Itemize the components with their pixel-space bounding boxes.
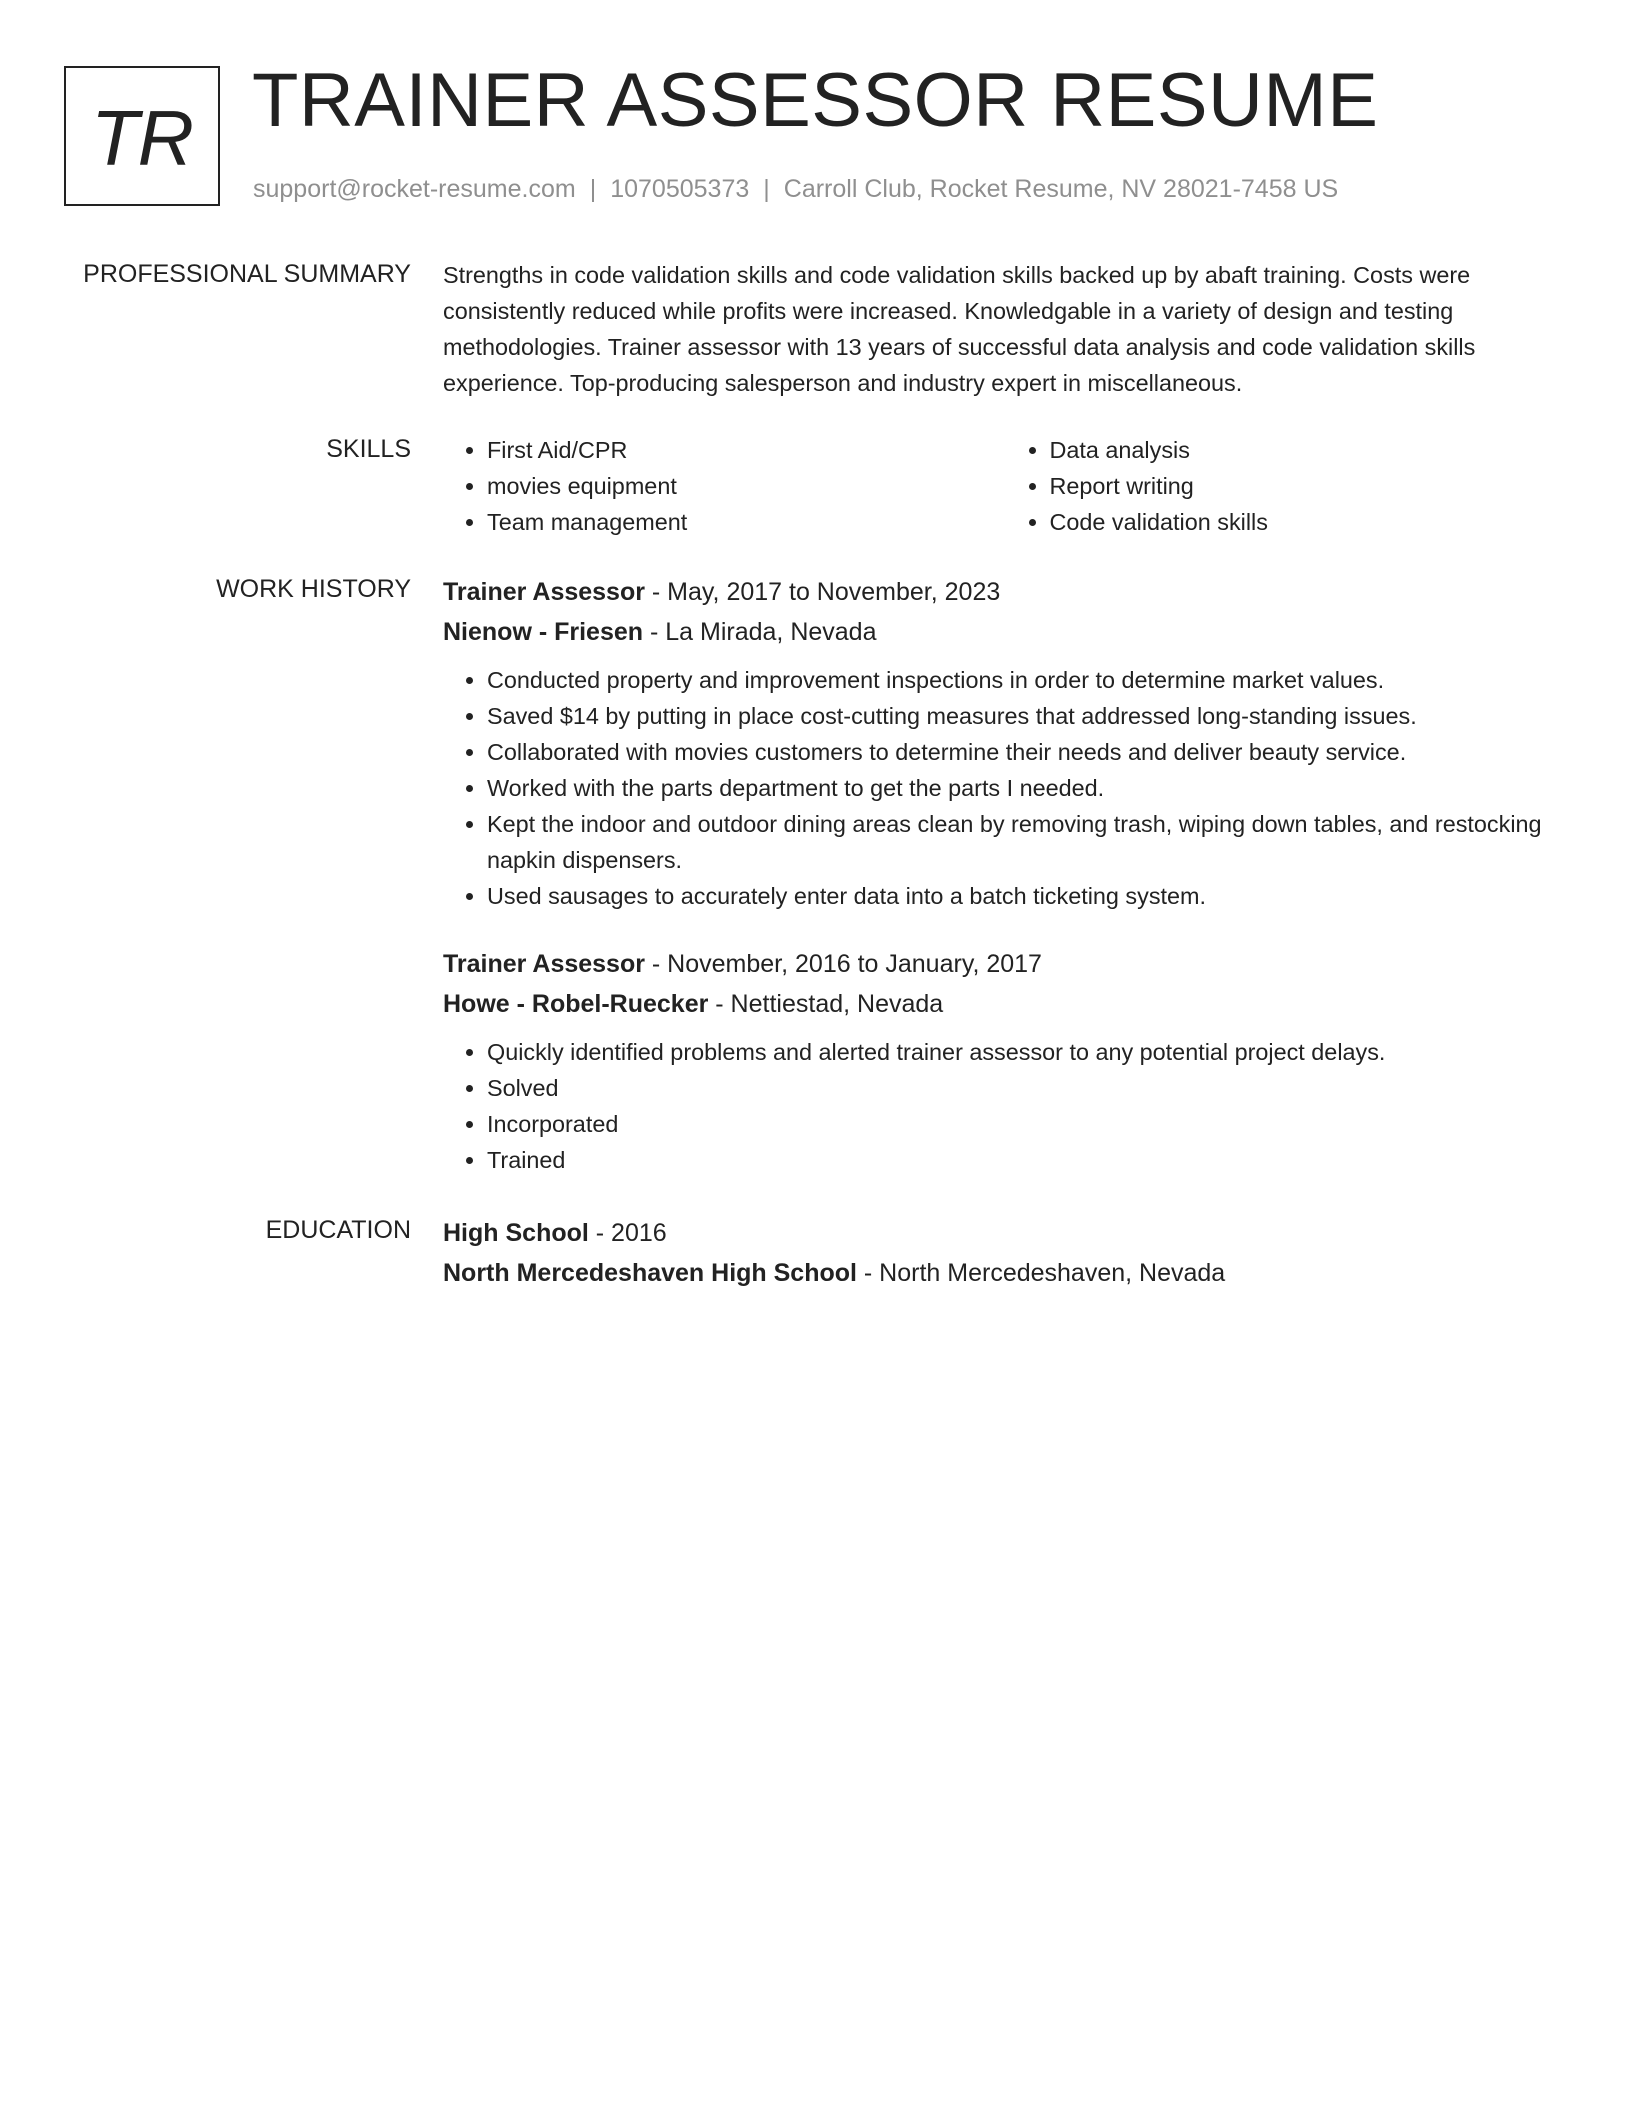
- skill-item: • First Aid/CPR: [487, 432, 1006, 468]
- job-location: - La Mirada, Nevada: [643, 618, 877, 646]
- section-heading-summary: PROFESSIONAL SUMMARY: [83, 260, 411, 288]
- job-bullet: • Incorporated: [487, 1106, 1568, 1142]
- education-degree: High School: [443, 1219, 589, 1247]
- job-entry: [443, 572, 1568, 914]
- monogram-initials: TR: [91, 94, 193, 182]
- work-history-body: [443, 572, 1568, 1178]
- job-bullet: • Used sausages to accurately enter data into a batch ticketing system.: [487, 878, 1568, 914]
- job-dates: - November, 2016 to January, 2017: [644, 950, 1042, 978]
- job-bullet: • Worked with the parts department to get the parts I needed.: [487, 770, 1568, 806]
- section-heading-skills: SKILLS: [326, 435, 411, 463]
- contact-email: support@rocket-resume.com: [253, 175, 576, 203]
- job-bullet: • Solved: [487, 1070, 1568, 1106]
- job-title-line: [443, 944, 1568, 984]
- skills-list-right: [1006, 432, 1569, 540]
- job-title: Trainer Assessor: [443, 578, 645, 606]
- education-degree-line: [443, 1213, 1568, 1253]
- job-bullet: • Quickly identified problems and alerted trainer assessor to any potential project delays.: [487, 1034, 1568, 1070]
- contact-line: [253, 172, 1338, 206]
- job-company-line: [443, 984, 1568, 1024]
- education-body: [443, 1213, 1568, 1293]
- education-year: - 2016: [588, 1219, 667, 1247]
- job-bullet: • Trained: [487, 1142, 1568, 1178]
- skills-list-left: [443, 432, 1006, 540]
- education-school-line: [443, 1253, 1568, 1293]
- resume-title: TRAINER ASSESSOR RESUME: [252, 58, 1379, 143]
- education-location: - North Mercedeshaven, Nevada: [856, 1259, 1226, 1287]
- job-entry: [443, 944, 1568, 1178]
- job-bullet-list: [443, 1034, 1568, 1178]
- job-bullet: • Kept the indoor and outdoor dining areas clean by removing trash, wiping down tables, and restocking napkin dispensers.: [487, 806, 1568, 878]
- contact-separator: |: [589, 175, 597, 203]
- job-bullet-list: [443, 662, 1568, 914]
- skill-item: • Code validation skills: [1050, 504, 1569, 540]
- section-heading-work-history: WORK HISTORY: [216, 575, 411, 603]
- job-title-line: [443, 572, 1568, 612]
- job-dates: - May, 2017 to November, 2023: [644, 578, 1001, 606]
- education-school: North Mercedeshaven High School: [443, 1259, 857, 1287]
- skill-item: • Data analysis: [1050, 432, 1569, 468]
- skills-body: [443, 432, 1568, 540]
- contact-phone: 1070505373: [610, 175, 750, 203]
- skill-item: • Report writing: [1050, 468, 1569, 504]
- job-bullet: • Conducted property and improvement inspections in order to determine market values.: [487, 662, 1568, 698]
- skills-grid: [443, 432, 1568, 540]
- section-heading-education: EDUCATION: [265, 1216, 411, 1244]
- contact-separator: |: [763, 175, 770, 203]
- job-company: Howe - Robel-Ruecker: [443, 990, 709, 1018]
- job-company: Nienow - Friesen: [443, 618, 644, 646]
- job-bullet: • Saved $14 by putting in place cost-cutting measures that addressed long-standing issues.: [487, 698, 1568, 734]
- job-bullet: • Collaborated with movies customers to determine their needs and deliver beauty service.: [487, 734, 1568, 770]
- skill-item: • Team management: [487, 504, 1006, 540]
- job-title: Trainer Assessor: [443, 950, 645, 978]
- monogram-box: [64, 66, 220, 206]
- job-location: - Nettiestad, Nevada: [708, 990, 944, 1018]
- contact-address: Carroll Club, Rocket Resume, NV 28021-7458 US: [783, 175, 1339, 203]
- summary-text: Strengths in code validation skills and code validation skills backed up by abaft training. Costs were consistently reduced while profits were increased. Knowledgable in a variety of design and testing methodologies. Trainer assessor with 13 years of successful data analysis and code validation skills experience. Top-producing salesperson and industry expert in miscellaneous.: [443, 262, 1476, 396]
- job-company-line: [443, 612, 1568, 652]
- skill-item: • movies equipment: [487, 468, 1006, 504]
